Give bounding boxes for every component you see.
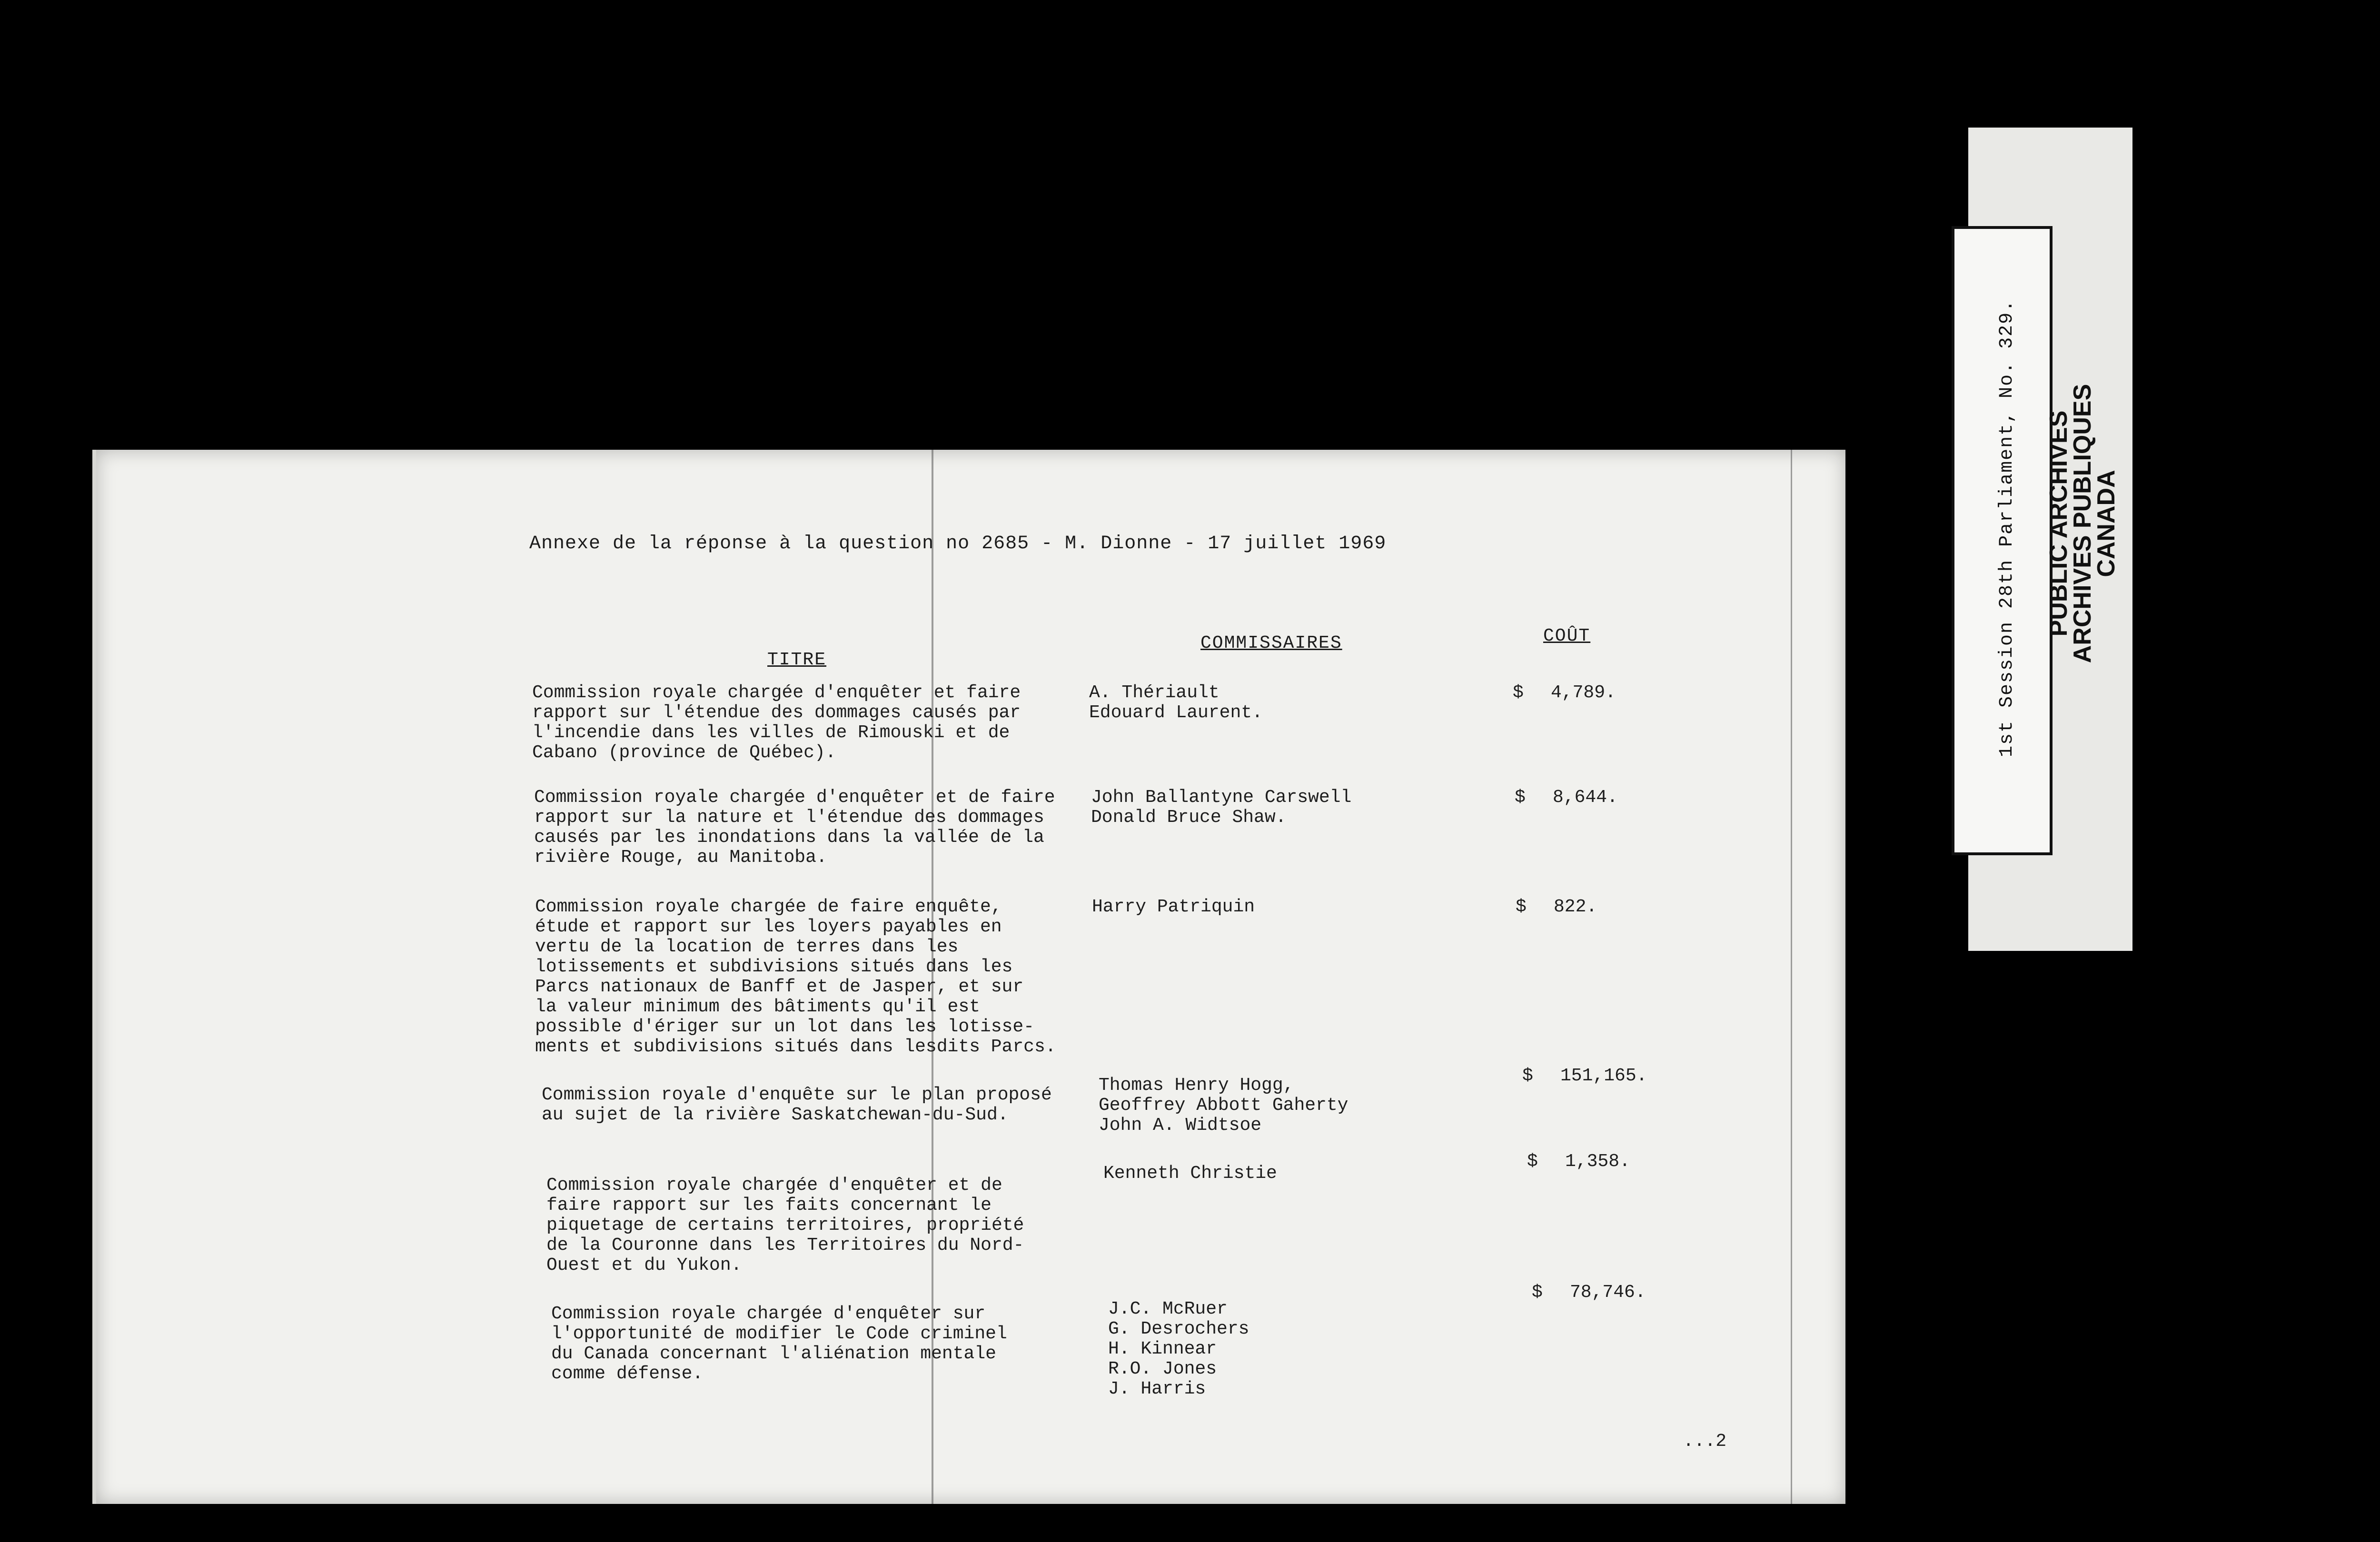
document-header: Annexe de la réponse à la question no 2685 - M. Dionne - 17 juillet 1969: [529, 533, 1387, 554]
margin-line: [1791, 450, 1792, 1504]
column-header-commissaires: COMMISSAIRES: [1200, 633, 1342, 653]
cost: $ 8,644.: [1515, 787, 1618, 808]
commission-title: Commission royale chargée de faire enquête, étude et rapport sur les loyers payables en vertu de la location de terres dans les lotissements et subdivisions situés dans les Parcs nationaux de Banff et de Jasper, et sur la valeur minimum des bâtiments qu'il est possible d'ériger sur un lot dans les lotisse- ments et subdivisions situés dans lesdits Parcs.: [535, 897, 1056, 1057]
commission-title: Commission royale chargée d'enquêter et de faire rapport sur les faits concernant le piquetage de certains territoires, propriété de la Couronne dans les Territoires du Nord- Ouest et du Yukon.: [546, 1175, 1024, 1275]
commissioners: A. Thériault Edouard Laurent.: [1089, 682, 1263, 723]
page-continuation: ...2: [1683, 1431, 1726, 1452]
cost: $ 78,746.: [1532, 1282, 1646, 1303]
commission-title: Commission royale chargée d'enquêter et de faire rapport sur la nature et l'étendue des dommages causés par les inondations dans la vallée de la rivière Rouge, au Manitoba.: [534, 787, 1055, 868]
column-header-cout: COÛT: [1543, 626, 1591, 646]
session-text: 1st Session 28th Parliament, No. 329.: [1996, 299, 2018, 757]
commissioners: Thomas Henry Hogg, Geoffrey Abbott Gaherty John A. Widtsoe: [1099, 1075, 1349, 1136]
cost: $ 151,165.: [1522, 1066, 1647, 1086]
cost: $ 4,789.: [1513, 682, 1616, 703]
archive-stamp: PUBLIC ARCHIVES ARCHIVES PUBLIQUES CANADA: [2045, 384, 2120, 663]
commission-title: Commission royale d'enquête sur le plan proposé au sujet de la rivière Saskatchewan-du-Sud.: [542, 1085, 1052, 1125]
archive-session-label: [1952, 226, 2053, 855]
cost: $ 1,358.: [1527, 1151, 1630, 1172]
commissioners: Harry Patriquin: [1092, 897, 1255, 917]
commission-title: Commission royale chargée d'enquêter sur l'opportunité de modifier le Code criminel du Canada concernant l'aliénation mentale comme défense.: [551, 1304, 1007, 1384]
cost: $ 822.: [1516, 897, 1597, 917]
commission-title: Commission royale chargée d'enquêter et faire rapport sur l'étendue des dommages causés par l'incendie dans les villes de Rimouski et de Cabano (province de Québec).: [532, 682, 1021, 763]
document-sheet: [92, 450, 1845, 1504]
commissioners: Kenneth Christie: [1103, 1163, 1277, 1184]
column-header-titre: TITRE: [767, 650, 827, 670]
commissioners: J.C. McRuer G. Desrochers H. Kinnear R.O. Jones J. Harris: [1108, 1299, 1250, 1399]
commissioners: John Ballantyne Carswell Donald Bruce Shaw.: [1091, 787, 1352, 828]
